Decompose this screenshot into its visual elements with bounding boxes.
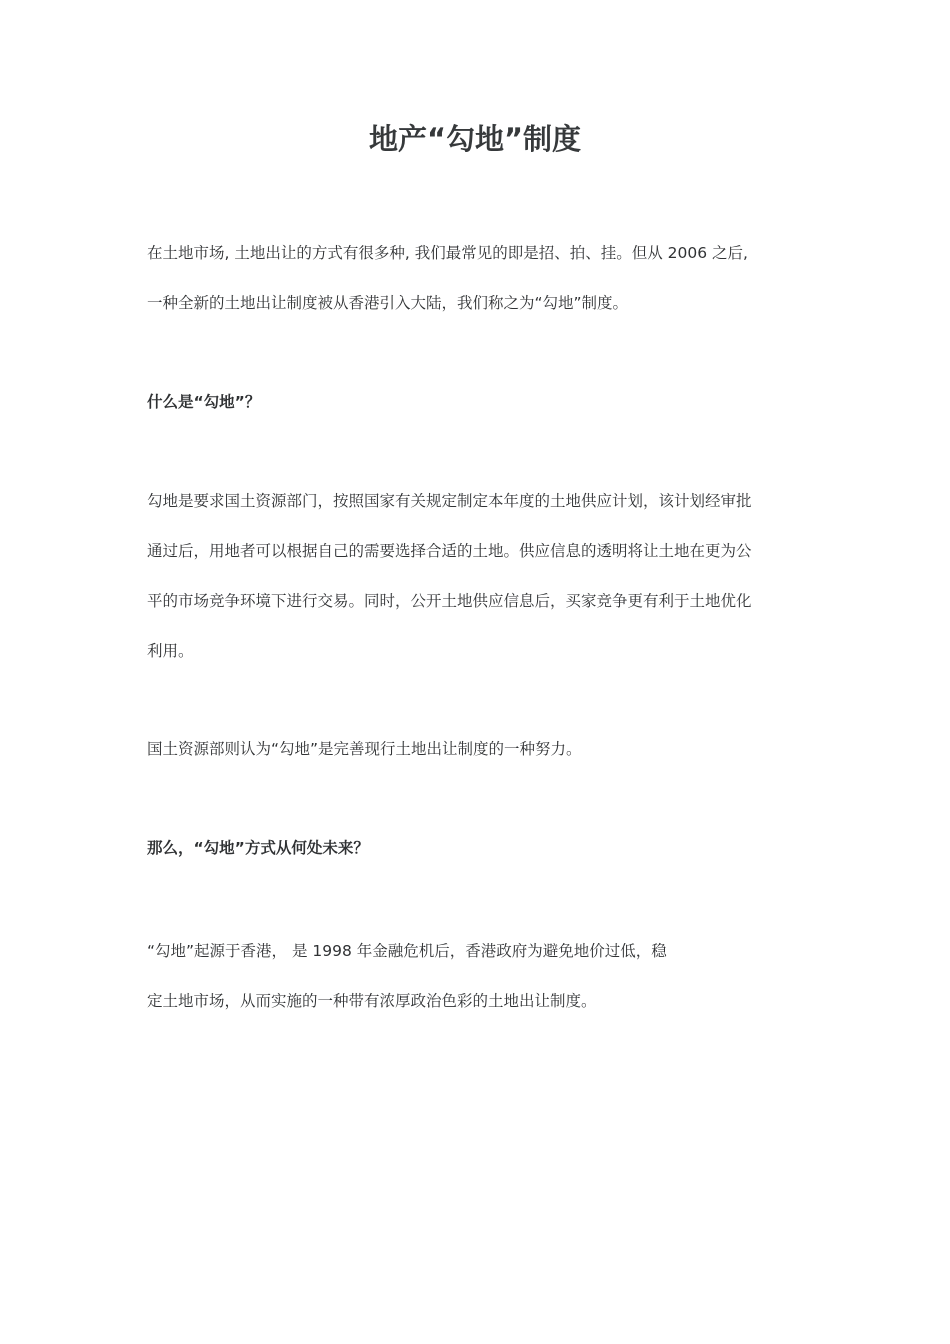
paragraph-line: 在土地市场, 土地出让的方式有很多种, 我们最常见的即是招、拍、挂。但从 2006 之后,	[147, 244, 748, 262]
paragraph-line: “勾地”起源于香港， 是 1998 年金融危机后，香港政府为避免地价过低，稳	[147, 942, 667, 960]
paragraph-line: 通过后，用地者可以根据自己的需要选择合适的土地。供应信息的透明将让土地在更为公	[147, 542, 752, 560]
paragraph-line: 定土地市场，从而实施的一种带有浓厚政治色彩的土地出让制度。	[147, 992, 597, 1010]
origin-paragraph	[147, 926, 817, 1026]
paragraph-line: 勾地是要求国土资源部门，按照国家有关规定制定本年度的土地供应计划，该计划经审批	[147, 492, 752, 510]
paragraph-line: 平的市场竞争环境下进行交易。同时，公开土地供应信息后，买家竞争更有利于土地优化	[147, 592, 752, 610]
paragraph-line: 国土资源部则认为“勾地”是完善现行土地出让制度的一种努力。	[147, 740, 582, 758]
section-heading-what-is: 什么是“勾地”？	[147, 393, 261, 411]
definition-paragraph	[147, 476, 817, 676]
document-title: 地产“勾地”制度	[368, 122, 582, 156]
paragraph-line: 一种全新的土地出让制度被从香港引入大陆，我们称之为“勾地”制度。	[147, 294, 629, 312]
paragraph-line: 利用。	[147, 642, 194, 660]
intro-paragraph	[147, 228, 817, 328]
ministry-view-paragraph	[147, 724, 817, 774]
section-heading-origin: 那么，“勾地”方式从何处未来？	[147, 839, 369, 857]
